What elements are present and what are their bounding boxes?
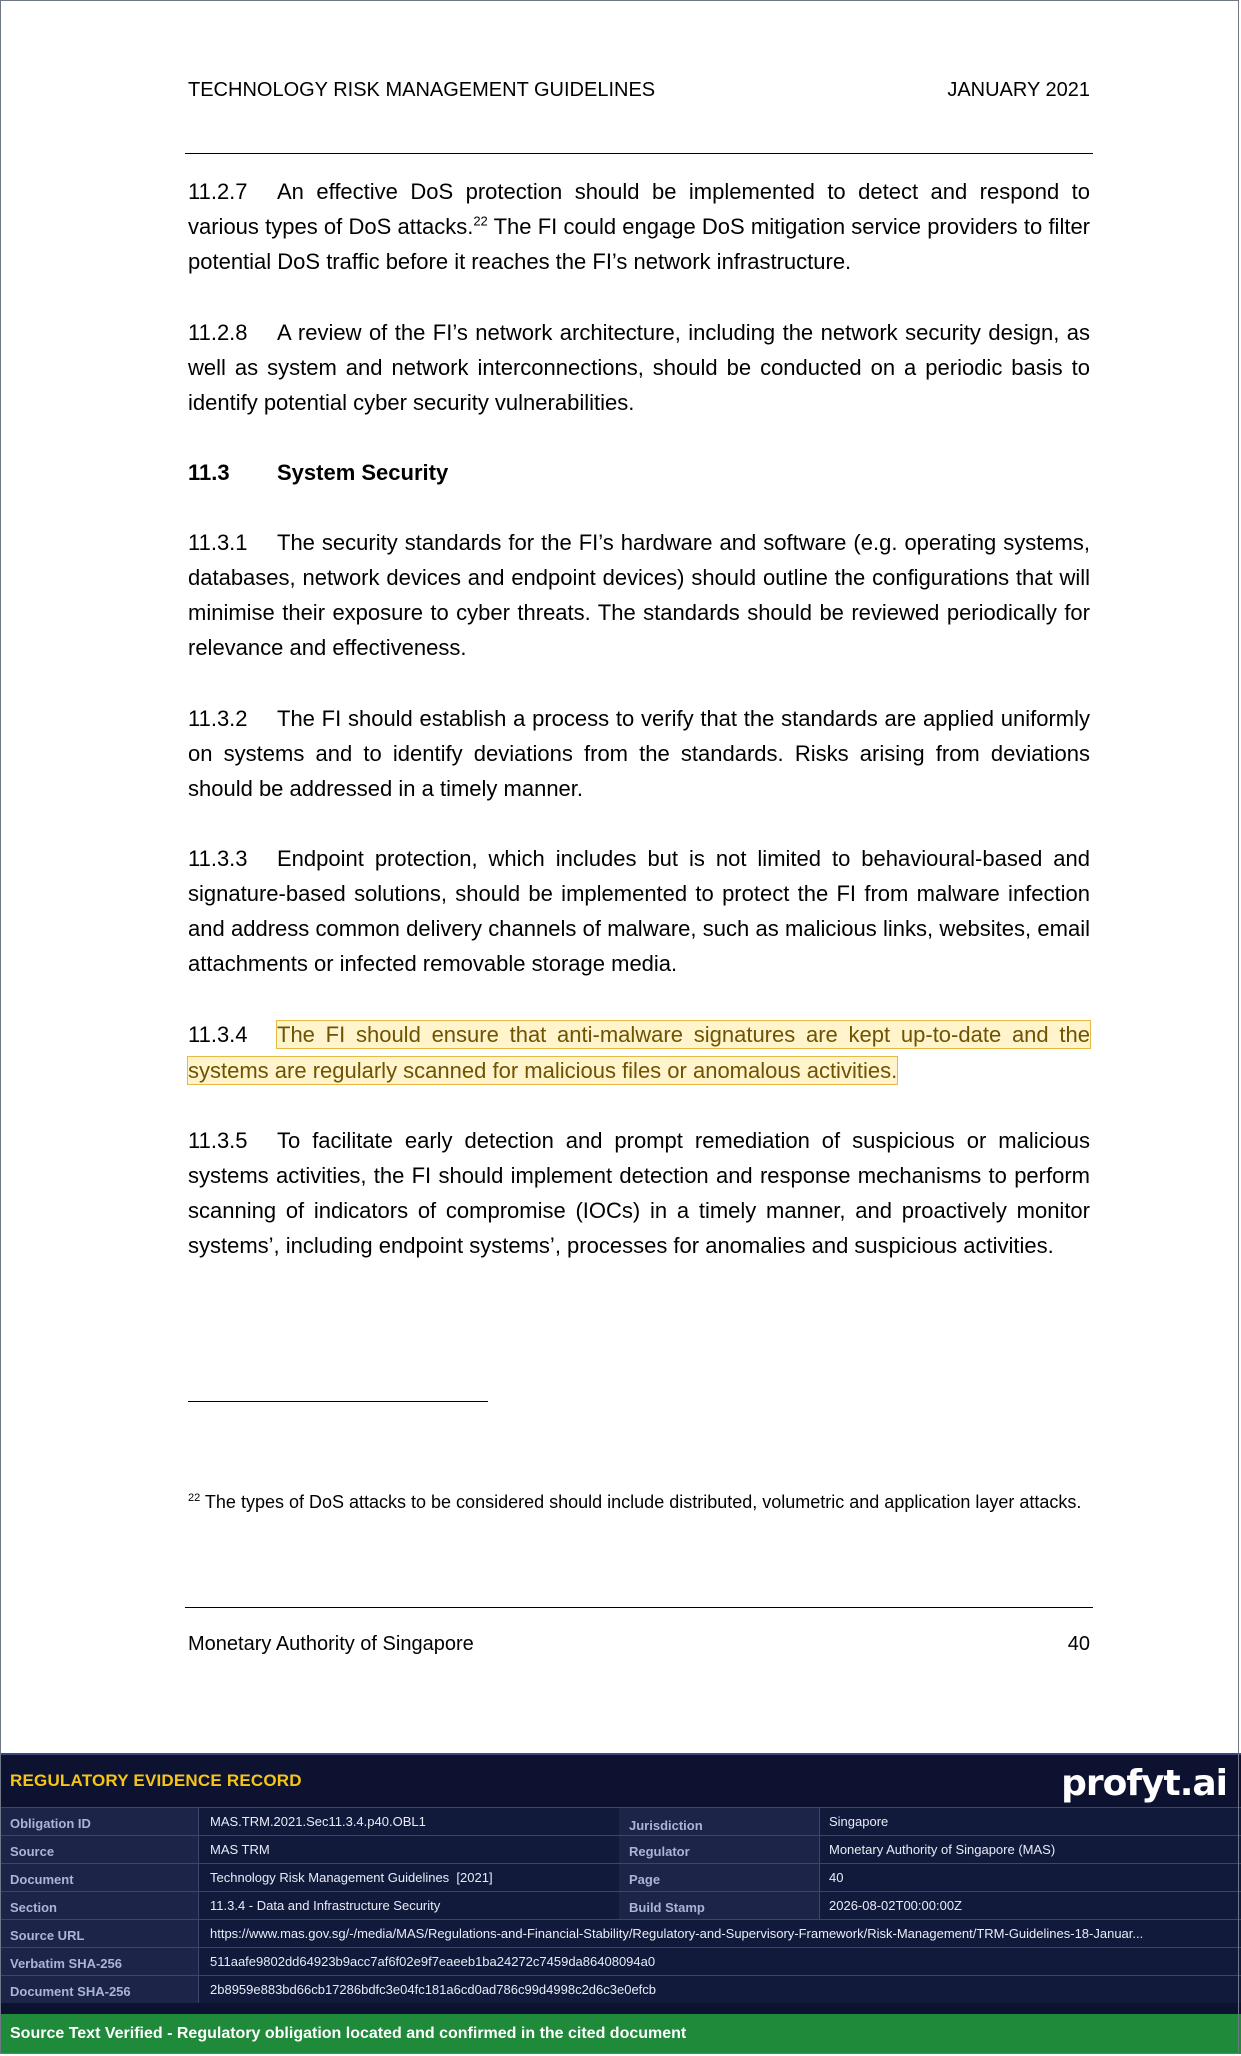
paragraph-11-3-3 bbox=[188, 841, 1090, 981]
value-section: 11.3.4 - Data and Infrastructure Security bbox=[210, 1898, 441, 1913]
value-document: Technology Risk Management Guidelines [2021] bbox=[210, 1870, 493, 1885]
paragraph-11-3-2 bbox=[188, 701, 1090, 806]
label-regulator: Regulator bbox=[629, 1844, 690, 1859]
label-source-url: Source URL bbox=[10, 1928, 85, 1943]
label-section: Section bbox=[10, 1900, 57, 1915]
header-date: JANUARY 2021 bbox=[947, 79, 1090, 101]
label-document: Document bbox=[10, 1872, 74, 1887]
paragraph-text: Endpoint protection, which includes but is not limited to behavioural-based and signature-based solutions, should be implemented to protect the FI from malware infection and address common delivery channels of malware, such as malicious links, websites, email attachments or infected removable storage media. bbox=[188, 846, 1090, 976]
paragraph-11-3-4 bbox=[188, 1017, 1090, 1089]
paragraph-number: 11.3.3 bbox=[188, 846, 248, 871]
paragraph-11-3-5 bbox=[188, 1123, 1090, 1263]
footnote-separator bbox=[188, 1401, 488, 1402]
section-number: 11.3 bbox=[188, 460, 230, 485]
footnote-number: 22 bbox=[188, 1492, 201, 1504]
value-verbatim-sha: 511aafe9802dd64923b9acc7af6f02e9f7eaeeb1ba24272c7459da86408094a0 bbox=[210, 1954, 656, 1969]
evidence-row bbox=[0, 1835, 1241, 1863]
value-document-sha: 2b8959e883bd66cb17286bdfc3e04fc181a6cd0ad786c99d4998c2d6c3e0efcb bbox=[210, 1982, 657, 1997]
evidence-row bbox=[0, 1807, 1241, 1835]
paragraph-text: An effective DoS protection should be implemented to detect and respond to various types of DoS attacks. bbox=[188, 179, 1090, 239]
evidence-row bbox=[0, 1891, 1241, 1919]
label-page: Page bbox=[629, 1872, 661, 1887]
value-build-stamp: 2026-08-02T00:00:00Z bbox=[829, 1898, 962, 1913]
paragraph-number: 11.3.1 bbox=[188, 530, 248, 555]
paragraph-number: 11.2.7 bbox=[188, 179, 248, 204]
paragraph-11-2-7 bbox=[188, 174, 1090, 279]
paragraph-text: The security standards for the FI’s hardware and software (e.g. operating systems, databases, network devices and endpoint devices) should outline the configurations that will minimise their exposure to cyber threats. The standards should be reviewed periodically for relevance and effectiveness. bbox=[188, 530, 1090, 660]
label-document-sha: Document SHA-256 bbox=[10, 1984, 131, 1999]
section-title: System Security bbox=[277, 460, 449, 485]
highlighted-obligation-text[interactable]: The FI should ensure that anti-malware signatures are kept up-to-date and the systems are regularly scanned for malicious files or anomalous activities. bbox=[188, 1022, 1090, 1083]
paragraph-11-3-1 bbox=[188, 525, 1090, 665]
paragraph-11-2-8 bbox=[188, 315, 1090, 420]
value-obligation-id: MAS.TRM.2021.Sec11.3.4.p40.OBL1 bbox=[210, 1814, 426, 1829]
value-regulator: Monetary Authority of Singapore (MAS) bbox=[829, 1842, 1056, 1857]
footer-rule bbox=[185, 1607, 1093, 1608]
section-heading bbox=[188, 455, 448, 490]
evidence-row bbox=[0, 1919, 1241, 1947]
paragraph-number: 11.3.4 bbox=[188, 1022, 248, 1047]
evidence-row bbox=[0, 1947, 1241, 1975]
footer-page-number: 40 bbox=[1067, 1633, 1090, 1655]
verified-status-banner: Source Text Verified - Regulatory obligation located and confirmed in the cited document bbox=[0, 2014, 1241, 2054]
footnote-ref[interactable]: 22 bbox=[473, 213, 488, 229]
value-source-url[interactable]: https://www.mas.gov.sg/-/media/MAS/Regulations-and-Financial-Stability/Regulatory-and-Supervisory-Framework/Risk-Management/TRM-Guidelines-18-Januar... bbox=[210, 1926, 1144, 1941]
paragraph-number: 11.3.5 bbox=[188, 1128, 248, 1153]
paragraph-number: 11.2.8 bbox=[188, 320, 248, 345]
evidence-record-panel bbox=[0, 1753, 1241, 2014]
header-rule bbox=[185, 153, 1093, 154]
evidence-row bbox=[0, 1863, 1241, 1891]
paragraph-text: The FI should establish a process to verify that the standards are applied uniformly on systems and to identify deviations from the standards. Risks arising from deviations should be addressed in a timely manner. bbox=[188, 706, 1090, 801]
label-jurisdiction: Jurisdiction bbox=[629, 1818, 703, 1833]
footnote bbox=[188, 1488, 1090, 1517]
footnote-text: The types of DoS attacks to be considered should include distributed, volumetric and application layer attacks. bbox=[200, 1492, 1082, 1512]
label-verbatim-sha: Verbatim SHA-256 bbox=[10, 1956, 122, 1971]
label-build-stamp: Build Stamp bbox=[629, 1900, 705, 1915]
paragraph-text-cont: The FI could engage DoS mitigation service providers to filter potential DoS traffic before it reaches the FI’s network infrastructure. bbox=[188, 214, 1091, 274]
value-jurisdiction: Singapore bbox=[829, 1814, 889, 1829]
evidence-title: REGULATORY EVIDENCE RECORD bbox=[10, 1771, 302, 1790]
footer-org: Monetary Authority of Singapore bbox=[188, 1633, 474, 1655]
evidence-row bbox=[0, 1975, 1241, 2003]
value-source: MAS TRM bbox=[210, 1842, 270, 1857]
paragraph-text: A review of the FI’s network architecture, including the network security design, as well as system and network interconnections, should be conducted on a periodic basis to identify potential cyber security vulnerabilities. bbox=[188, 320, 1090, 415]
header-title: TECHNOLOGY RISK MANAGEMENT GUIDELINES bbox=[188, 79, 656, 101]
label-source: Source bbox=[10, 1844, 55, 1859]
paragraph-text: To facilitate early detection and prompt remediation of suspicious or malicious systems activities, the FI should implement detection and response mechanisms to perform scanning of indicators of compromise (IOCs) in a timely manner, and proactively monitor systems’, including endpoint systems’, processes for anomalies and suspicious activities. bbox=[188, 1128, 1090, 1258]
value-page: 40 bbox=[829, 1870, 844, 1885]
label-obligation-id: Obligation ID bbox=[10, 1816, 91, 1831]
paragraph-number: 11.3.2 bbox=[188, 706, 248, 731]
profyt-logo: profyt.ai bbox=[1061, 1763, 1227, 1804]
